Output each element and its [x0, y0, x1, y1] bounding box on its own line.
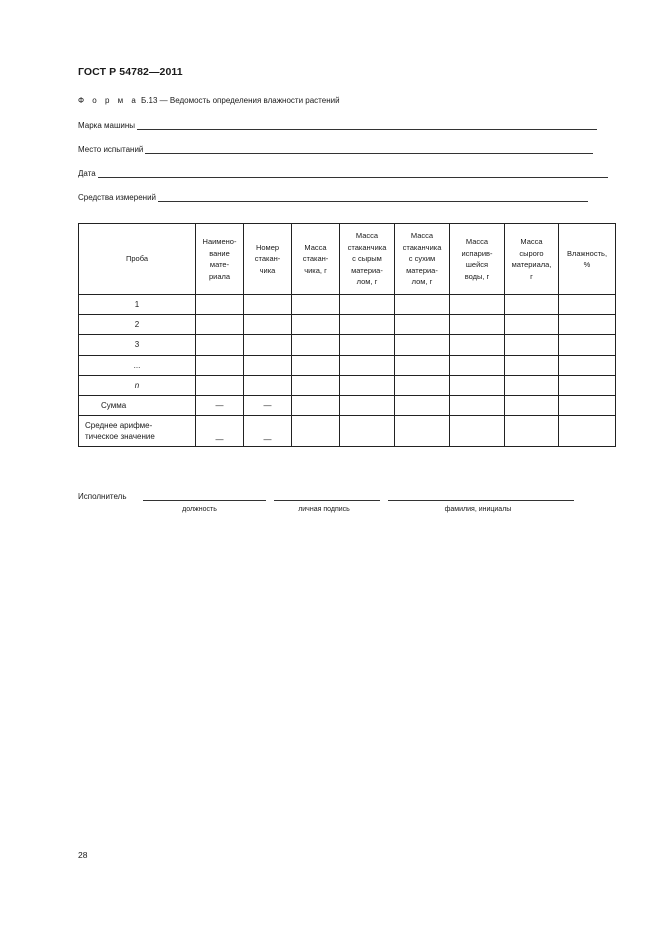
signature-line [274, 500, 380, 501]
sample-id: 1 [79, 295, 196, 315]
dash-cell: — [196, 416, 244, 447]
dash-cell: — [244, 416, 292, 447]
col-header: Масса сырого материала, г [505, 224, 559, 295]
sample-id: 2 [79, 315, 196, 335]
col-header: Влажность, % [559, 224, 616, 295]
place-label: Место испытаний [78, 145, 144, 154]
signature-caption: личная подпись [298, 506, 350, 513]
table-row [79, 335, 616, 355]
col-header: Масса стакан- чика, г [292, 224, 340, 295]
col-header: Масса стаканчика с сухим материа- лом, г [395, 224, 450, 295]
machine-field [78, 121, 597, 130]
form-label: Ф о р м а [78, 96, 139, 105]
instruments-label: Средства измерений [78, 193, 157, 202]
table-row [79, 355, 616, 375]
sum-row [79, 395, 616, 415]
position-caption: должность [182, 506, 217, 513]
place-line [145, 145, 593, 154]
moisture-table [78, 223, 616, 447]
name-caption: фамилия, инициалы [444, 506, 512, 513]
date-line [98, 169, 608, 178]
instruments-field [78, 193, 588, 202]
position-line [143, 500, 266, 501]
date-label: Дата [78, 169, 96, 178]
form-title [78, 96, 340, 105]
instruments-line [158, 193, 588, 202]
sample-id: ... [79, 355, 196, 375]
dash-cell: — [196, 395, 244, 415]
table-header-row [79, 224, 616, 295]
col-header: Масса стаканчика с сырым материа- лом, г [340, 224, 395, 295]
place-field [78, 145, 593, 154]
machine-line [137, 121, 597, 130]
executor-label: Исполнитель [78, 492, 127, 501]
mean-label: Среднее арифме- тическое значение [79, 416, 196, 447]
mean-row [79, 416, 616, 447]
dash-cell: — [244, 395, 292, 415]
sample-id: n [79, 375, 196, 395]
sample-id: 3 [79, 335, 196, 355]
table-row [79, 315, 616, 335]
sum-label: Сумма [79, 395, 196, 415]
form-title-text: Б.13 — Ведомость определения влажности растений [138, 96, 340, 105]
standard-number: ГОСТ Р 54782—2011 [78, 66, 183, 78]
table-row [79, 295, 616, 315]
name-line [388, 500, 574, 501]
page-number: 28 [78, 850, 88, 860]
machine-label: Марка машины [78, 121, 136, 130]
date-field [78, 169, 608, 178]
table-row [79, 375, 616, 395]
col-header: Масса испарив- шейся воды, г [450, 224, 505, 295]
col-header: Наимено- вание мате- риала [196, 224, 244, 295]
col-header: Номер стакан- чика [244, 224, 292, 295]
col-header: Проба [79, 224, 196, 295]
